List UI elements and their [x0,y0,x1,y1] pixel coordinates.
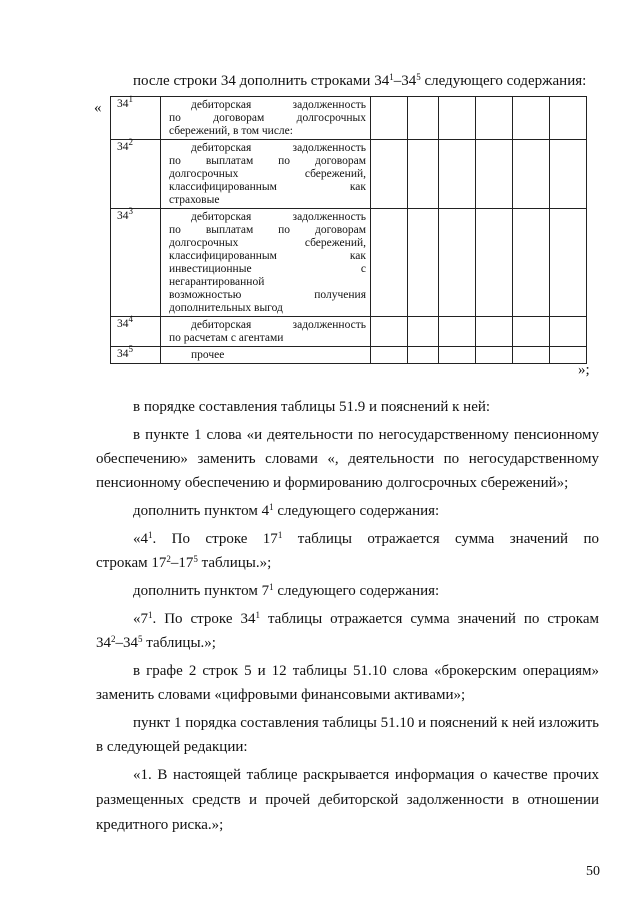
empty-cell [513,97,550,140]
empty-cell [408,140,439,209]
paragraph-column2-line1: в графе 2 строк 5 и 12 таблицы 51.10 слова «брокерским операциям» [133,663,599,679]
quote-close: »; [578,362,590,378]
table-row [111,347,587,364]
paragraph-item7-text-cont: $34^2-34^5$ таблицы.»; [96,634,216,651]
paragraph-column2-line2: заменить словами «цифровыми финансовыми активами»; [96,687,466,703]
description-line: дебиторская задолженность [191,211,366,223]
empty-cell [513,347,550,364]
description-line: по договорам долгосрочных [169,112,366,124]
empty-cell [476,140,513,209]
empty-cell [550,140,587,209]
paragraph-item1-line3: пенсионному обеспечению и формированию долгосрочных сбережений»; [96,475,569,491]
table-row [111,97,587,140]
table-row [111,209,587,317]
empty-cell [408,317,439,347]
description-line: сбережений, в том числе: [169,125,293,137]
page-number: 50 [586,864,600,879]
description-line: возможностью получения [169,289,366,301]
description-line: инвестиционные с [169,263,366,275]
empty-cell [550,317,587,347]
description-line: дебиторская задолженность [191,99,366,111]
description-line: классифицированным как [169,250,366,262]
empty-cell [550,347,587,364]
empty-cell [371,209,408,317]
quote-item1-line3: кредитного риска.»; [96,817,224,833]
quote-item1-line2: размещенных средств и прочей дебиторской задолженности в отношении [96,792,599,808]
row-description [161,347,371,364]
empty-cell [371,140,408,209]
description-line: страховые [169,194,220,206]
empty-cell [408,209,439,317]
paragraph-item1-line1: в пункте 1 слова «и деятельности по негосударственному пенсионному [133,427,599,443]
table-row [111,317,587,347]
description-line: по выплатам по договорам [169,224,366,236]
paragraph-item7-text: «$7^1$. По строке $34^1$ таблицы отражается сумма значений по строкам [133,610,599,627]
description-line: дебиторская задолженность [191,319,366,331]
empty-cell [476,209,513,317]
row-number: $34^2$ [111,140,161,209]
empty-cell [513,140,550,209]
row-number: $34^5$ [111,347,161,364]
table-row [111,140,587,209]
paragraph-item1-line2: обеспечению» заменить словами «, деятельности по негосударственному [96,451,599,467]
description-line: по выплатам по договорам [169,155,366,167]
paragraph-item4-text-cont: строкам $17^2-17^5$ таблицы.»; [96,554,272,571]
row-number: $34^4$ [111,317,161,347]
empty-cell [550,97,587,140]
description-line: долгосрочных сбережений, [169,237,366,249]
row-number: $34^1$ [111,97,161,140]
description-line: по расчетам с агентами [169,332,284,344]
paragraph-item4-text: «$4^1$. По строке $17^1$ таблицы отражается сумма значений по [133,530,599,547]
empty-cell [439,140,476,209]
row-description [161,209,371,317]
description-line: прочее [191,349,225,361]
paragraph-add-item7: дополнить пунктом $7^1$ следующего содержания: [133,582,440,599]
empty-cell [408,347,439,364]
empty-cell [371,317,408,347]
empty-cell [476,347,513,364]
intro-line: после строки 34 дополнить строками $34^1-34^5$ следующего содержания: [133,72,587,89]
paragraph-table-51-9: в порядке составления таблицы 51.9 и пояснений к ней: [133,399,491,415]
empty-cell [439,317,476,347]
empty-cell [371,97,408,140]
empty-cell [476,317,513,347]
amendment-table [110,96,587,364]
row-number: $34^3$ [111,209,161,317]
row-description [161,317,371,347]
row-description [161,97,371,140]
paragraph-table-51-10-line1: пункт 1 порядка составления таблицы 51.10 и пояснений к ней изложить [133,715,600,731]
empty-cell [513,317,550,347]
empty-cell [550,209,587,317]
description-line: долгосрочных сбережений, [169,168,366,180]
empty-cell [439,209,476,317]
empty-cell [439,97,476,140]
paragraph-add-item4: дополнить пунктом $4^1$ следующего содержания: [133,502,440,519]
empty-cell [371,347,408,364]
empty-cell [513,209,550,317]
paragraph-table-51-10-line2: в следующей редакции: [96,739,248,755]
table-body [111,94,587,364]
quote-item1-line1: «1. В настоящей таблице раскрывается информация о качестве прочих [133,767,599,783]
quote-open: « [94,100,102,116]
empty-cell [439,347,476,364]
description-line: негарантированной [169,276,265,288]
description-line: классифицированным как [169,181,366,193]
description-line: дополнительных выгод [169,302,283,314]
description-line: дебиторская задолженность [191,142,366,154]
empty-cell [476,97,513,140]
empty-cell [408,97,439,140]
row-description [161,140,371,209]
